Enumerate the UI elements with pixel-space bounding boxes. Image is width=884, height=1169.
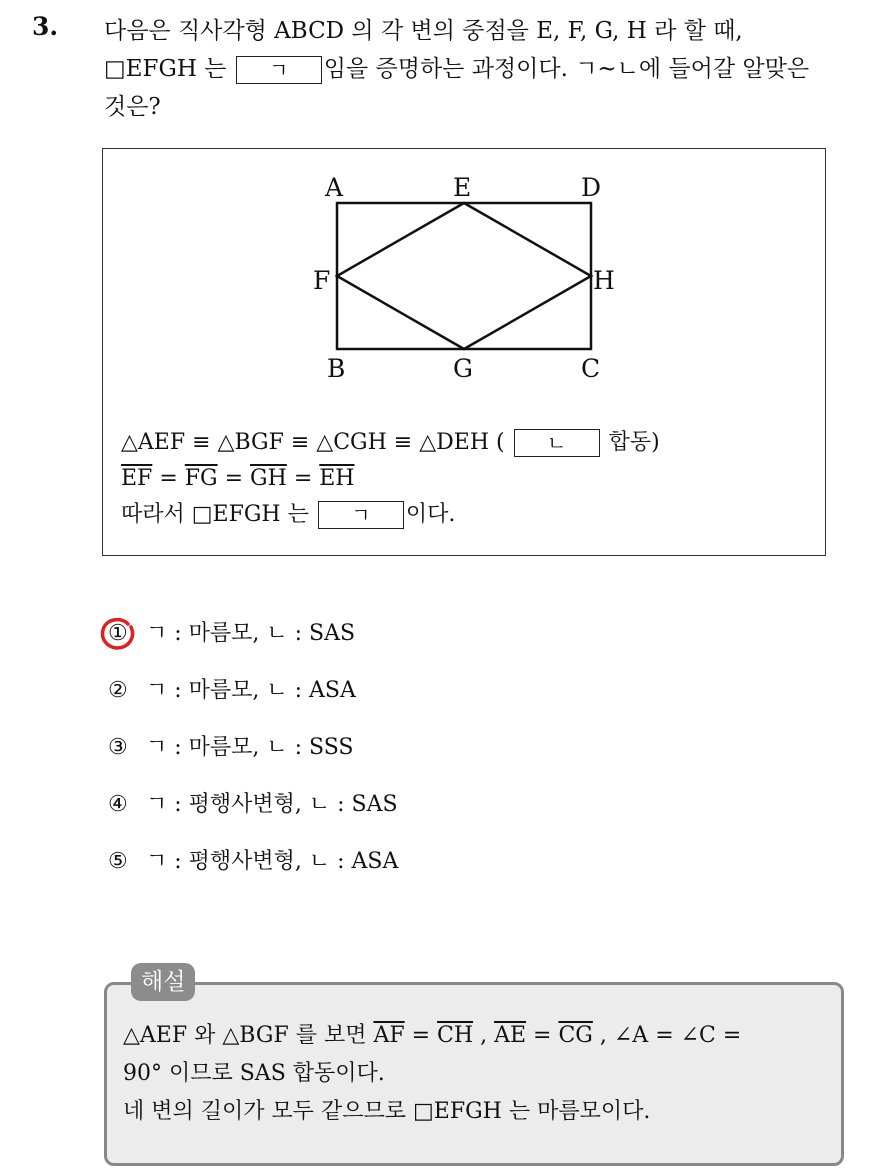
segment-ae: $\overline{AE}$ bbox=[494, 1023, 527, 1048]
choice-5-number: ⑤ bbox=[108, 849, 128, 874]
label-d: D bbox=[581, 173, 602, 202]
question-text bbox=[104, 12, 864, 126]
equals-sign: = bbox=[533, 1023, 552, 1048]
proof-line-3-suffix: 이다. bbox=[405, 502, 456, 527]
proof-line-3 bbox=[121, 497, 660, 533]
proof-line-1-suffix: 합동) bbox=[608, 430, 660, 455]
answer-blank-b: ㄴ bbox=[514, 429, 600, 457]
equals-sign: = bbox=[411, 1023, 431, 1048]
segment-cg: $\overline{CG}$ bbox=[558, 1023, 593, 1048]
explanation-line-3: 네 변의 길이가 모두 같으므로 □EFGH 는 마름모이다. bbox=[123, 1099, 651, 1124]
proof-box bbox=[102, 148, 826, 556]
choice-2-number: ② bbox=[108, 678, 128, 703]
rhombus-efgh bbox=[337, 203, 591, 349]
answer-circle-mark bbox=[98, 616, 138, 652]
question-line-2 bbox=[104, 50, 864, 88]
proof-line-3-prefix: 따라서 □EFGH 는 bbox=[121, 502, 309, 527]
choice-4[interactable] bbox=[108, 785, 398, 842]
answer-blank-a: ㄱ bbox=[236, 56, 322, 84]
explanation-text bbox=[123, 1017, 835, 1131]
label-b: B bbox=[327, 354, 346, 383]
choice-1[interactable] bbox=[108, 614, 398, 671]
proof-text bbox=[121, 425, 660, 533]
label-a: A bbox=[325, 173, 344, 202]
choice-list bbox=[108, 614, 398, 899]
equals-sign: = bbox=[293, 466, 313, 491]
choice-5-text: ㄱ : 평행사변형, ㄴ : ASA bbox=[146, 849, 399, 874]
segment-af: $\overline{AF}$ bbox=[373, 1023, 405, 1048]
choice-3-text: ㄱ : 마름모, ㄴ : SSS bbox=[146, 735, 354, 760]
proof-line-1-prefix: △AEF ≡ △BGF ≡ △CGH ≡ △DEH ( bbox=[121, 430, 505, 455]
segment-ch: $\overline{CH}$ bbox=[437, 1023, 474, 1048]
choice-1-number: ① bbox=[108, 621, 128, 646]
segment-gh: $\overline{GH}$ bbox=[250, 466, 287, 491]
question-line-2-prefix: □EFGH 는 bbox=[104, 56, 227, 82]
choice-4-number: ④ bbox=[108, 792, 128, 817]
choice-3[interactable] bbox=[108, 728, 398, 785]
choice-1-text: ㄱ : 마름모, ㄴ : SAS bbox=[146, 621, 356, 646]
proof-line-1 bbox=[121, 425, 660, 461]
explanation-line-1 bbox=[123, 1017, 835, 1055]
choice-3-number: ③ bbox=[108, 735, 128, 760]
question-number: 3. bbox=[32, 12, 59, 41]
label-h: H bbox=[593, 266, 615, 295]
choice-2-text: ㄱ : 마름모, ㄴ : ASA bbox=[146, 678, 356, 703]
label-g: G bbox=[453, 354, 473, 383]
proof-line-2 bbox=[121, 461, 660, 497]
label-e: E bbox=[453, 173, 472, 202]
explanation-line-1-b: , ∠A = ∠C = bbox=[599, 1023, 742, 1048]
explanation-line-2: 90° 이므로 SAS 합동이다. bbox=[123, 1061, 385, 1086]
question-line-1: 다음은 직사각형 ABCD 의 각 변의 중점을 E, F, G, H 라 할 때, bbox=[104, 18, 743, 44]
choice-4-text: ㄱ : 평행사변형, ㄴ : SAS bbox=[146, 792, 398, 817]
equals-sign: = bbox=[159, 466, 178, 491]
segment-fg: $\overline{FG}$ bbox=[184, 466, 218, 491]
explanation-box bbox=[104, 969, 844, 1166]
label-c: C bbox=[581, 354, 601, 383]
explanation-line-1-a: △AEF 와 △BGF 를 보면 bbox=[123, 1023, 367, 1048]
label-f: F bbox=[313, 266, 331, 295]
choice-5[interactable] bbox=[108, 842, 398, 899]
question-line-3: 것은? bbox=[104, 94, 161, 120]
segment-ef: $\overline{EF}$ bbox=[121, 466, 153, 491]
answer-blank-a-2: ㄱ bbox=[318, 501, 404, 529]
explanation-label: 해설 bbox=[131, 963, 195, 1001]
question-line-2-suffix: 임을 증명하는 과정이다. ㄱ~ㄴ에 들어갈 알맞은 bbox=[323, 56, 810, 82]
rectangle-figure bbox=[103, 149, 827, 419]
choice-2[interactable] bbox=[108, 671, 398, 728]
rectangle-abcd bbox=[337, 203, 591, 349]
equals-sign: = bbox=[224, 466, 244, 491]
comma: , bbox=[480, 1023, 488, 1048]
segment-eh: $\overline{EH}$ bbox=[319, 466, 355, 491]
